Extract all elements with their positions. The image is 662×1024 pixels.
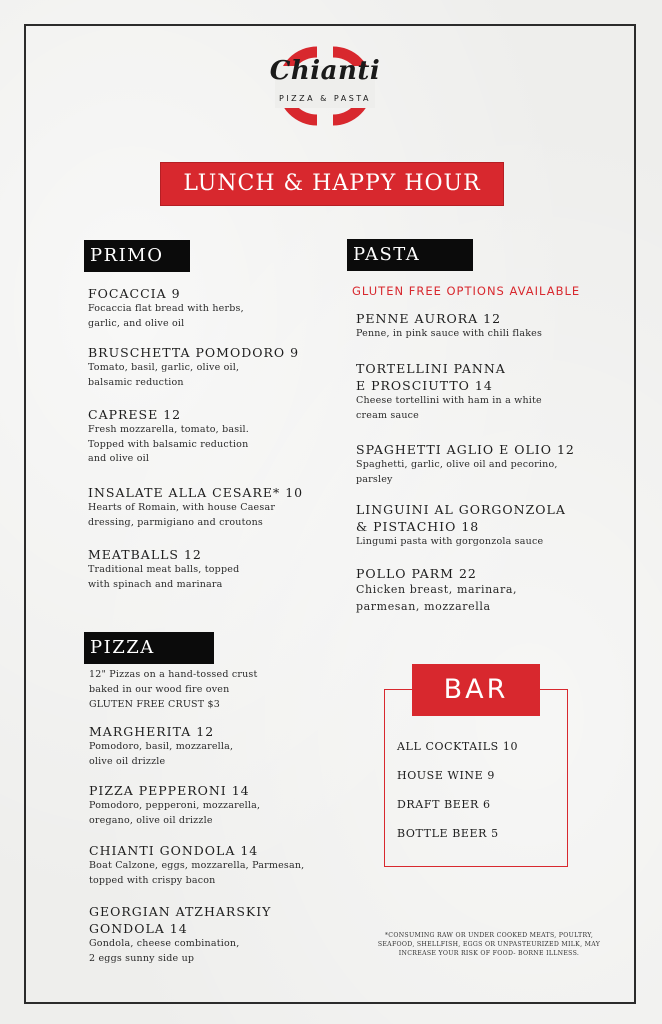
food-safety-disclaimer: *CONSUMING RAW OR UNDER COOKED MEATS, POULTRY, SEAFOOD, SHELLFISH, EGGS OR UNPASTEURIZED MILK, MAY INCREASE YOUR RISK OF FOOD- BORNE ILLNESS. [377,932,601,957]
pasta-item [356,501,566,550]
pasta-heading: PASTA [347,239,473,271]
pizza-heading: PIZZA [84,632,214,664]
item-description: Traditional meat balls, topped with spinach and marinara [88,564,240,590]
primo-item [88,344,299,390]
pizza-item [89,723,233,769]
primo-item [88,406,249,467]
bar-item: DRAFT BEER 6 [397,798,491,811]
bar-item: HOUSE WINE 9 [397,769,495,782]
pasta-item [356,360,542,423]
item-description: Chicken breast, marinara, parmesan, mozzarella [356,583,518,613]
item-title: PENNE AURORA 12 [356,311,502,326]
item-title: FOCACCIA 9 [88,286,181,301]
item-description: Penne, in pink sauce with chili flakes [356,328,543,339]
primo-item [88,546,239,592]
item-title: SPAGHETTI AGLIO E OLIO 12 [356,442,575,457]
logo-wordmark: Chianti [269,56,381,86]
item-description: Focaccia flat bread with herbs, garlic, and olive oil [88,303,244,329]
item-title: TORTELLINI PANNA E PROSCIUTTO 14 [356,361,506,393]
bar-heading: BAR [412,664,540,716]
item-description: Pomodoro, basil, mozzarella, olive oil drizzle [89,741,234,767]
pizza-item [89,782,260,828]
item-title: MARGHERITA 12 [89,724,215,739]
item-description: Pomodoro, pepperoni, mozzarella, oregano, olive oil drizzle [89,800,261,826]
logo-tagline: PIZZA & PASTA [278,94,372,103]
item-title: MEATBALLS 12 [88,547,202,562]
item-description: Gondola, cheese combination, 2 eggs sunny side up [89,938,240,964]
pizza-item [89,903,271,966]
primo-item [88,484,303,530]
pizza-item [89,842,304,888]
item-title: BRUSCHETTA POMODORO 9 [88,345,300,360]
pasta-item [356,310,542,342]
page-title-banner: LUNCH & HAPPY HOUR [160,162,504,206]
item-description: Hearts of Romain, with house Caesar dressing, parmigiano and croutons [88,502,276,528]
bar-item: BOTTLE BEER 5 [397,827,499,840]
primo-heading: PRIMO [84,240,190,272]
item-description: Spaghetti, garlic, olive oil and pecorino, parsley [356,459,558,485]
pasta-item [356,565,517,615]
item-description: Fresh mozzarella, tomato, basil. Topped with balsamic reduction and olive oil [88,424,250,464]
item-description: Boat Calzone, eggs, mozzarella, Parmesan, topped with crispy bacon [89,860,305,886]
gluten-free-note: GLUTEN FREE OPTIONS AVAILABLE [352,284,581,298]
pizza-note: 12" Pizzas on a hand-tossed crust baked in our wood fire oven GLUTEN FREE CRUST $3 [89,669,258,710]
item-description: Lingumi pasta with gorgonzola sauce [356,536,544,547]
item-description: Cheese tortellini with ham in a white cream sauce [356,395,542,421]
bar-item: ALL COCKTAILS 10 [397,740,519,753]
item-title: LINGUINI AL GORGONZOLA & PISTACHIO 18 [356,502,566,534]
item-description: Tomato, basil, garlic, olive oil, balsamic reduction [88,362,240,388]
item-title: GEORGIAN ATZHARSKIY GONDOLA 14 [89,904,272,936]
item-title: PIZZA PEPPERONI 14 [89,783,250,798]
chianti-logo [255,44,395,128]
item-title: CAPRESE 12 [88,407,182,422]
item-title: INSALATE ALLA CESARE* 10 [88,485,304,500]
item-title: POLLO PARM 22 [356,566,477,581]
pasta-item [356,441,575,487]
item-title: CHIANTI GONDOLA 14 [89,843,259,858]
primo-item [88,285,244,331]
